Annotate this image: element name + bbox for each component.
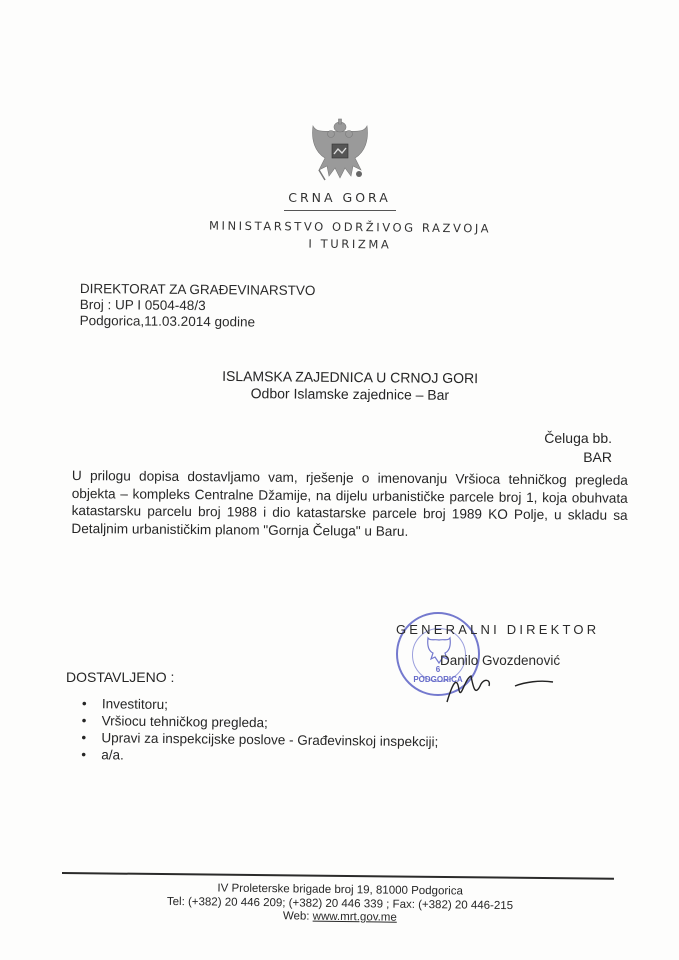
distribution-item: • Upravi za inspekcijske poslove - Građevinskoj inspekciji; — [81, 729, 438, 750]
recipient-block — [200, 368, 500, 405]
coat-of-arms-icon — [307, 118, 373, 188]
distribution-item: • Investitoru; — [82, 695, 439, 716]
recipient-name: ISLAMSKA ZAJEDNICA U CRNOJ GORI — [222, 367, 479, 387]
footer-address: IV Proleterske brigade broj 19, 81000 Podgorica — [217, 882, 463, 898]
sender-block — [80, 281, 316, 331]
address-line1: Čeluga bb. — [544, 430, 612, 446]
footer — [140, 882, 540, 927]
footer-phones: Tel: (+382) 20 446 209; (+382) 20 446 339 ; Fax: (+382) 20 446-215 — [166, 895, 514, 912]
signatory-name: Danilo Gvozdenović — [440, 653, 561, 668]
stamp-number: 6 — [435, 665, 441, 674]
country-name: CRNA GORA — [288, 190, 391, 205]
distribution-title: DOSTAVLJENO : — [66, 669, 175, 685]
distribution-item: • Vršiocu tehničkog pregleda; — [82, 712, 439, 733]
distribution-item: • a/a. — [81, 746, 438, 767]
signatory-title: GENERALNI DIREKTOR — [396, 622, 600, 637]
recipient-unit: Odbor Islamske zajednice – Bar — [250, 385, 450, 403]
letter-body: U prilogu dopisa dostavljamo vam, rješenje o imenovanju Vršioca tehničkog pregleda objekta – kompleks Centralne Džamije, na dijelu urbanističke parcele broj 1, koja obuhvata katastarsku parcelu broj 1988 i dio katastarske parcele broj 1989 KO Polje, u skladu sa Detaljnim urbanističkim planom "Gornja Čeluga" u Baru. — [71, 467, 628, 539]
ministry-name — [200, 217, 500, 254]
address-line2: BAR — [583, 449, 612, 465]
ministry-name-line1: MINISTARSTVO ODRŽIVOG RAZVOJA — [208, 218, 492, 236]
reference-number: Broj : UP I 0504-48/3 — [79, 296, 206, 314]
handwritten-signature-icon — [445, 672, 585, 706]
distribution-list — [81, 695, 439, 767]
footer-web-label: Web: — [282, 910, 313, 923]
directorate-name: DIREKTORAT ZA GRAĐEVINARSTVO — [79, 281, 316, 299]
place-date: Podgorica,11.03.2014 godine — [79, 312, 256, 330]
footer-divider — [62, 872, 614, 880]
stamp-city: PODGORICA — [413, 675, 463, 684]
website-link[interactable]: www.mrt.gov.me — [312, 910, 397, 924]
ministry-name-line2: I TURIZMA — [308, 236, 392, 252]
recipient-address — [500, 429, 612, 467]
letterhead-divider — [284, 210, 396, 211]
